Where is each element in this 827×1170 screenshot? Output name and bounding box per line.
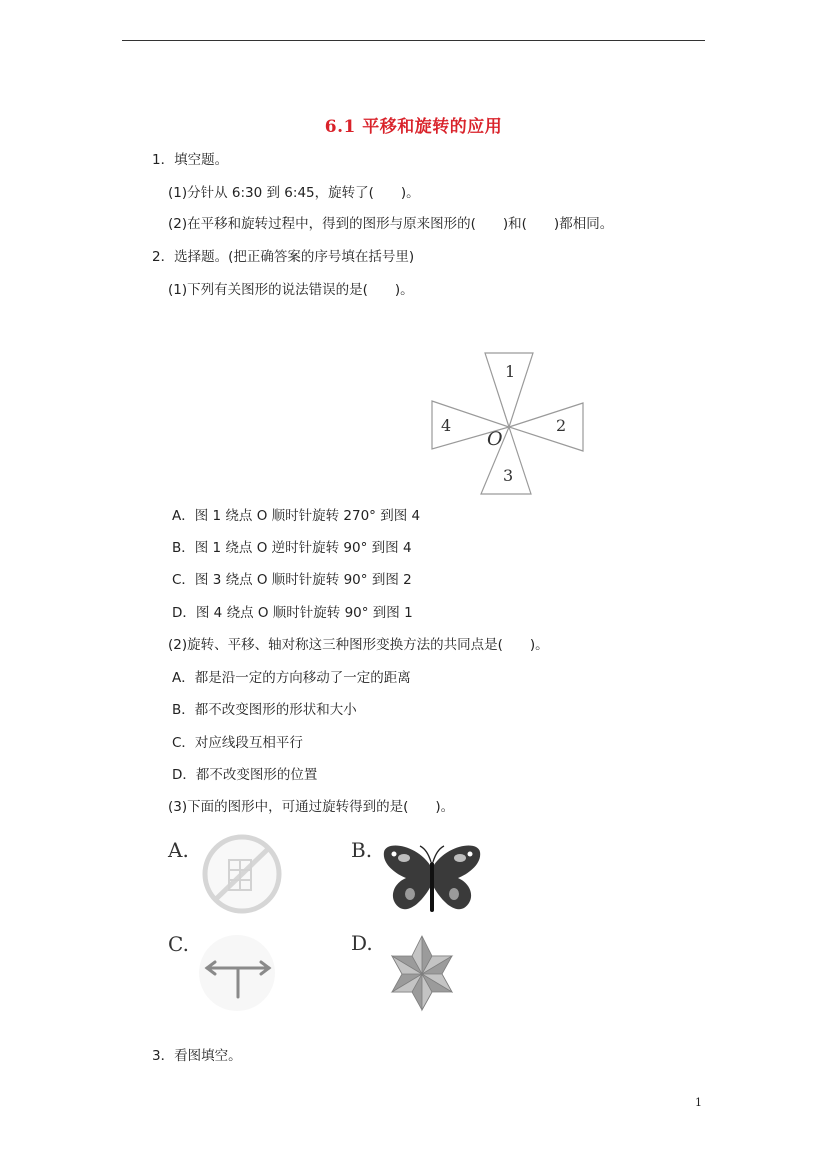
q2-part2-stem: (2)旋转、平移、轴对称这三种图形变换方法的共同点是( )。 xyxy=(168,637,549,653)
choice-a-figure xyxy=(165,836,290,911)
label-3: 3 xyxy=(503,466,514,485)
q2-heading: 2．选择题。(把正确答案的序号填在括号里) xyxy=(152,249,415,265)
choice-d-figure xyxy=(348,930,478,1015)
q2-part1-option-b: B．图 1 绕点 O 逆时针旋转 90° 到图 4 xyxy=(172,540,412,556)
q3-heading: 3．看图填空。 xyxy=(152,1048,242,1064)
choice-c-label: C. xyxy=(168,932,189,956)
q2-part2-option-d: D．都不改变图形的位置 xyxy=(172,767,318,783)
label-1: 1 xyxy=(505,362,516,381)
q2-part2-option-a: A．都是沿一定的方向移动了一定的距离 xyxy=(172,670,411,686)
choice-a-label: A. xyxy=(168,838,189,862)
choice-c-figure xyxy=(165,933,290,1013)
choice-b-label: B. xyxy=(351,838,373,862)
q2-part1-option-a: A．图 1 绕点 O 顺时针旋转 270° 到图 4 xyxy=(172,508,421,524)
choice-b-figure xyxy=(348,838,483,918)
q2-part1-option-d: D．图 4 绕点 O 顺时针旋转 90° 到图 1 xyxy=(172,605,413,621)
q2-part1-option-c: C．图 3 绕点 O 顺时针旋转 90° 到图 2 xyxy=(172,572,412,588)
q2-part1-stem: (1)下列有关图形的说法错误的是( )。 xyxy=(168,282,414,298)
q1-heading: 1．填空题。 xyxy=(152,152,229,168)
triangle-2 xyxy=(509,403,583,451)
pinwheel-figure xyxy=(425,345,590,500)
q2-part2-option-b: B．都不改变图形的形状和大小 xyxy=(172,702,357,718)
label-2: 2 xyxy=(556,416,567,435)
star-icon xyxy=(392,936,452,1010)
q2-part2-option-c: C．对应线段互相平行 xyxy=(172,735,303,751)
page-number: 1 xyxy=(695,1096,702,1109)
header-rule xyxy=(122,40,705,41)
q2-part3-stem: (3)下面的图形中，可通过旋转得到的是( )。 xyxy=(168,799,455,815)
label-4: 4 xyxy=(441,416,452,435)
q1-part2: (2)在平移和旋转过程中，得到的图形与原来图形的( )和( )都相同。 xyxy=(168,216,614,232)
choice-d-label: D. xyxy=(351,931,373,955)
page-title: 6.1 平移和旋转的应用 xyxy=(324,117,503,137)
center-label-o: O xyxy=(487,428,503,450)
butterfly-icon xyxy=(384,845,480,912)
q1-part1: (1)分针从 6:30 到 6:45，旋转了( )。 xyxy=(168,185,420,201)
